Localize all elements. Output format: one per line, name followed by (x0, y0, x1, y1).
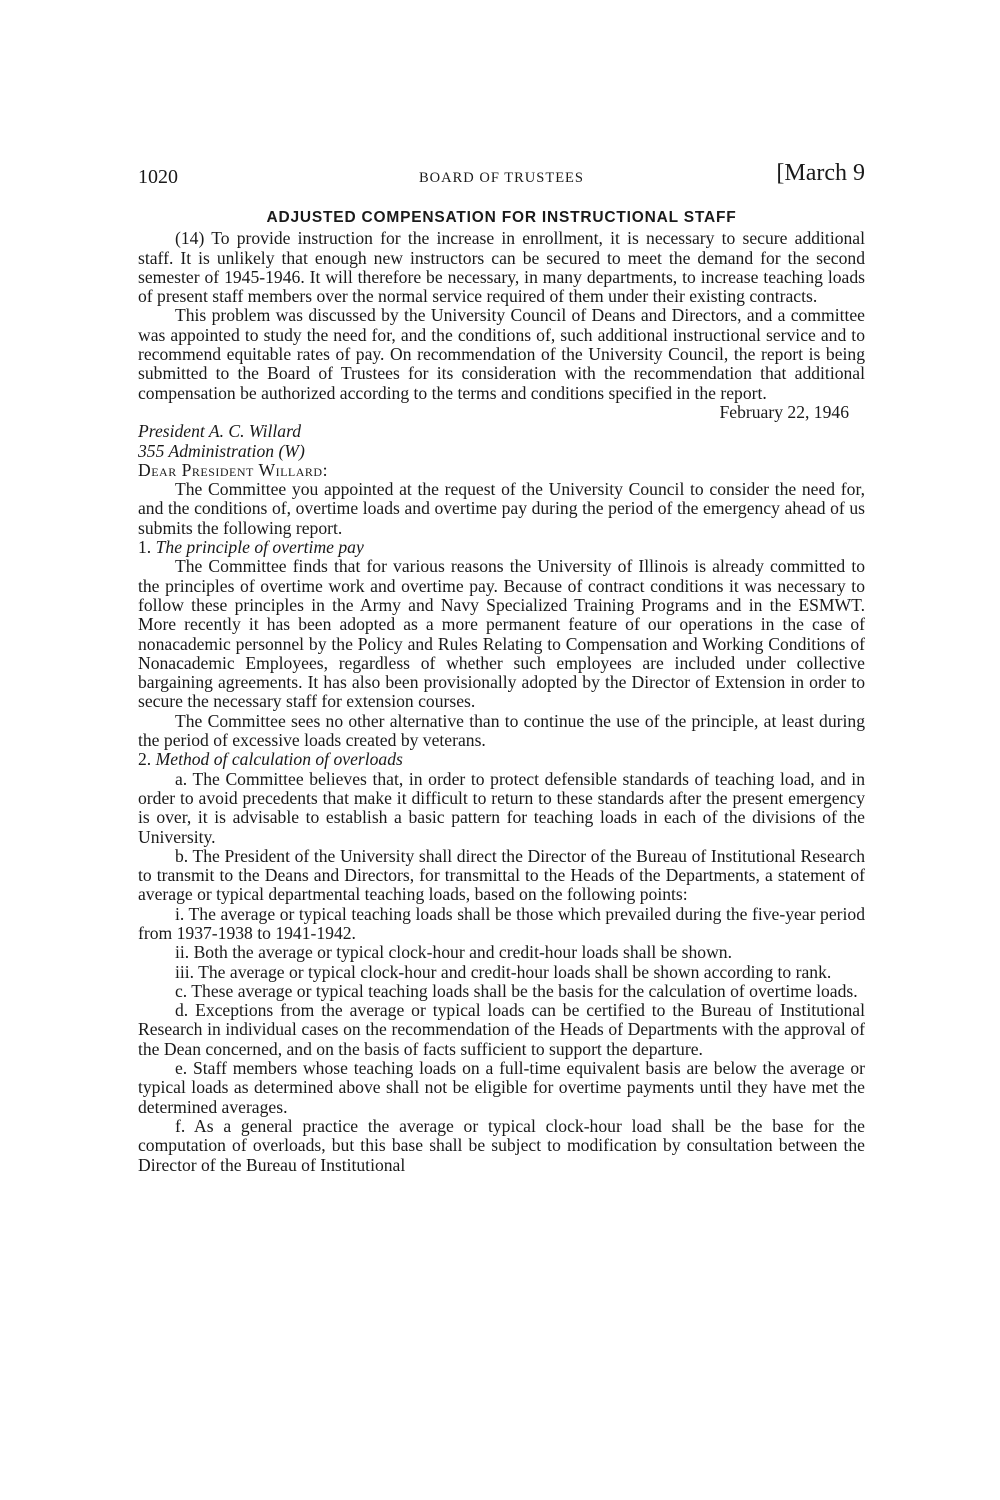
intro-paragraph-2: This problem was discussed by the University Council of Deans and Directors, and a committee was appointed to study the need for, and the conditions of, such additional instructional service and to recommend equitable rates of pay. On recommendation of the University Council, the report is being submitted to the Board of Trustees for its consideration with the recommendation that additional compensation be authorized according to the terms and conditions specified in the report. (138, 305, 865, 403)
section-1-paragraph-2: The Committee sees no other alternative than to continue the use of the principle, at least during the period of excessive loads created by veterans. (138, 710, 865, 751)
page-header (138, 160, 865, 200)
item-d: d. Exceptions from the average or typical loads can be certified to the Bureau of Institutional Research in individual cases on the recommendation of the Heads of Departments with the approval of the Dean concerned, and on the basis of facts sufficient to support the departure. (138, 1000, 865, 1059)
letter-date: February 22, 1946 (719, 401, 849, 422)
section-1-paragraph-1: The Committee finds that for various reasons the University of Illinois is already committed to the principles of overtime work and overtime pay. Because of contract conditions it was necessary to follow these principles in the Army and Navy Specialized Training Programs and in the ESMWT. More recently it has been adopted as a more permanent feature of our operations in the case of nonacademic personnel by the Policy and Rules Relating to Compensation and Working Conditions of Nonacademic Employees, regardless of whether such employees are included under collective bargaining agreements. It has also been provisionally adopted by the Director of Extension in order to secure the necessary staff for extension courses. (138, 556, 865, 712)
section-1-title: The principle of overtime pay (155, 537, 364, 558)
running-title: BOARD OF TRUSTEES (419, 170, 584, 186)
addressee-name: President A. C. Willard (138, 421, 302, 442)
item-b-ii: ii. Both the average or typical clock-hour and credit-hour loads shall be shown. (175, 942, 732, 963)
section-2-heading (138, 750, 865, 769)
item-f: f. As a general practice the average or typical clock-hour load shall be the base for the computation of overloads, but this base shall be subject to modification by consultation between the Director of the Bureau of Institutional (138, 1115, 865, 1175)
item-a: a. The Committee believes that, in order to protect defensible standards of teaching load, and in order to avoid precedents that make it difficult to return to these standards after the present emergency is over, it is advisable to establish a basic pattern for teaching loads in each of the divisions of the University. (138, 768, 865, 847)
page-number: 1020 (138, 166, 178, 188)
section-2-title: Method of calculation of overloads (155, 749, 403, 770)
section-2-number: 2. (138, 749, 152, 770)
intro-paragraph-1: (14) To provide instruction for the increase in enrollment, it is necessary to secure additional staff. It is unlikely that enough new instructors can be secured to meet the demand for the second semester of 1945-1946. It will therefore be necessary, in many departments, to increase teaching loads of present staff members over the normal service required of them under their existing contracts. (138, 228, 865, 307)
section-1-heading (138, 538, 865, 557)
section-1-number: 1. (138, 537, 152, 558)
document-body (138, 208, 865, 1175)
letter-opening: The Committee you appointed at the request of the University Council to consider the need for, and the conditions of, overtime loads and overtime pay during the period of the emergency ahead of us submits the following report. (138, 479, 865, 538)
addressee-office: 355 Administration (W) (138, 440, 305, 461)
item-c: c. These average or typical teaching loads shall be the basis for the calculation of overtime loads. (175, 980, 858, 1001)
item-b-iii: iii. The average or typical clock-hour and credit-hour loads shall be shown according to rank. (175, 961, 832, 982)
header-date: [March 9 (776, 160, 865, 186)
item-b: b. The President of the University shall direct the Director of the Bureau of Institutional Research to transmit to the Deans and Directors, for transmittal to the Heads of the Departments, a statement of average or typical departmental teaching loads, based on the following points: (138, 845, 865, 905)
item-b-i: i. The average or typical teaching loads shall be those which prevailed during the five-year period from 1937-1938 to 1941-1942. (138, 903, 865, 943)
item-e: e. Staff members whose teaching loads on a full-time equivalent basis are below the average or typical loads as determined above shall not be eligible for overtime payments until they have met the determined averages. (138, 1058, 865, 1117)
salutation: Dear President Willard: (138, 459, 328, 480)
section-title: ADJUSTED COMPENSATION FOR INSTRUCTIONAL STAFF (266, 209, 737, 226)
